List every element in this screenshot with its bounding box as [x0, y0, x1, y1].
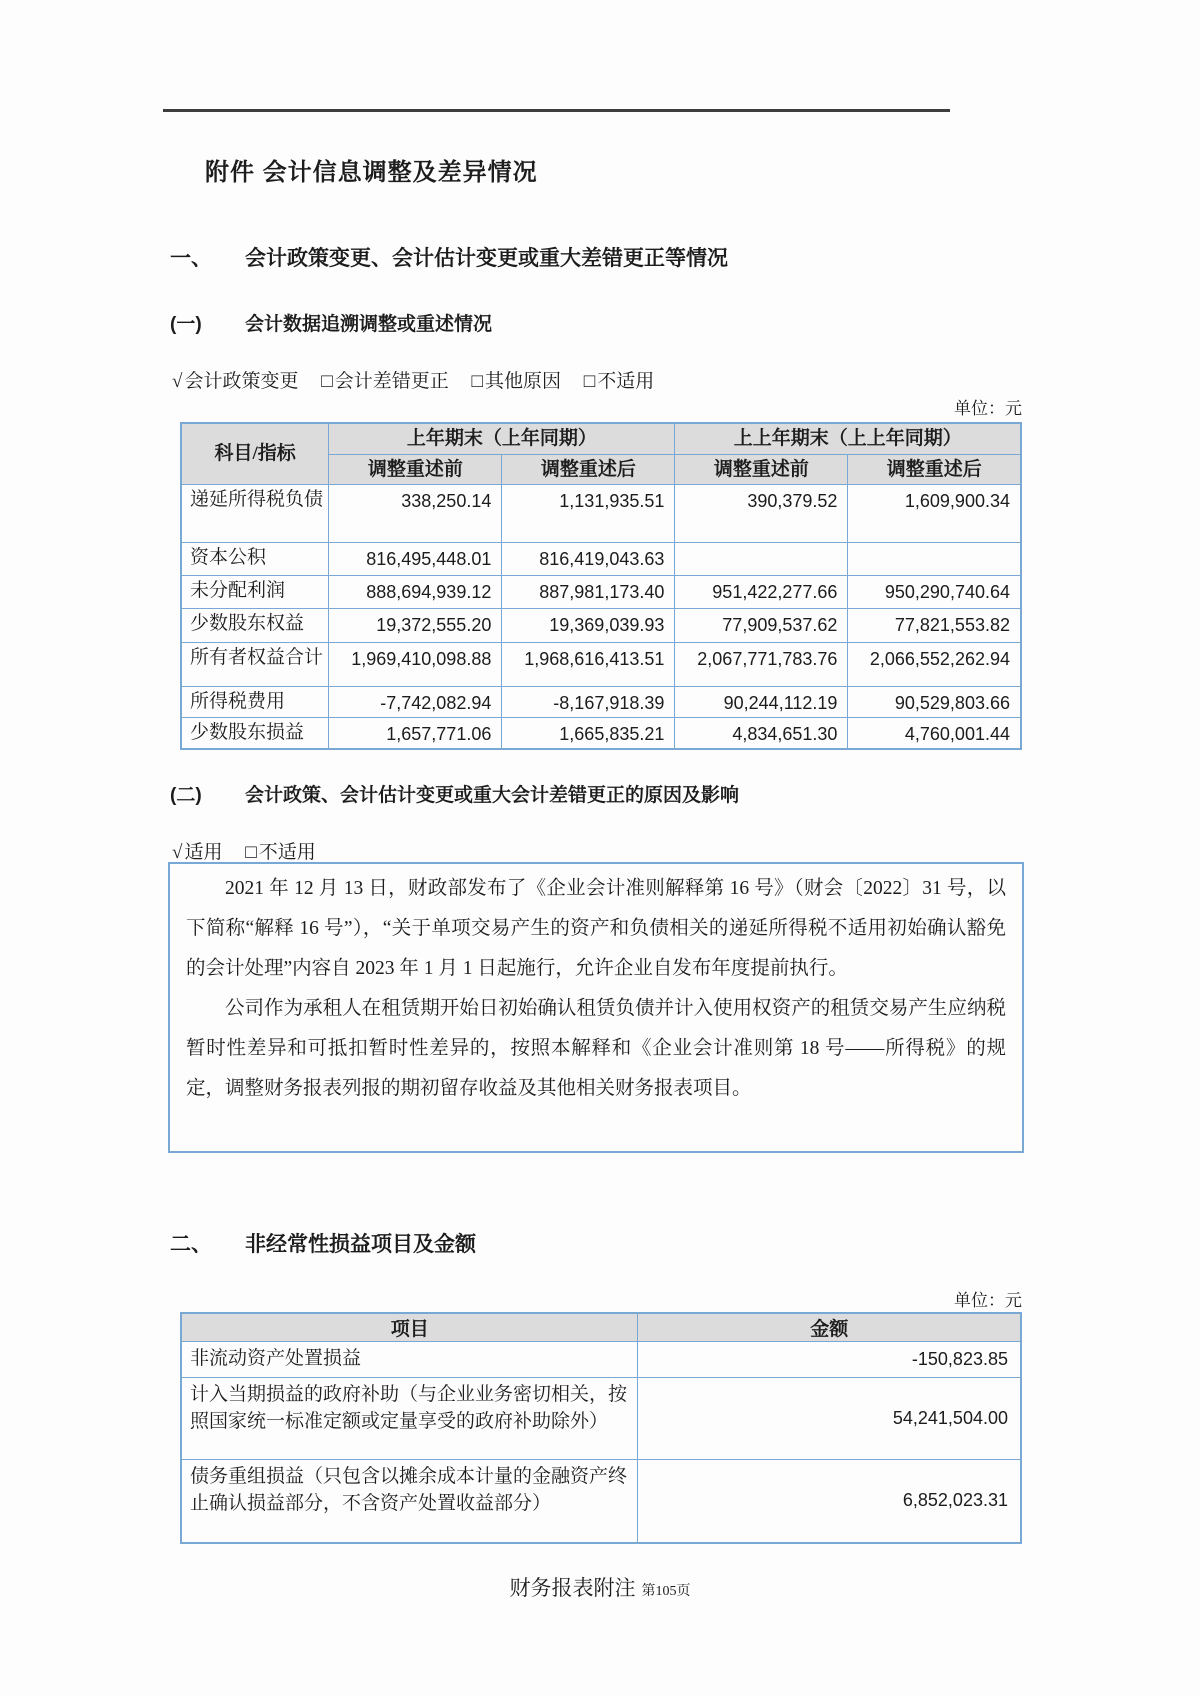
sub-header-before-restatement: 调整重述前 [675, 455, 848, 485]
restatement-table [180, 422, 1022, 750]
checkbox-label: 其他原因 [484, 371, 561, 392]
checkbox-label: 适用 [184, 842, 223, 863]
applicability-checkbox-row [172, 837, 334, 864]
value-cell: 888,694,939.12 [329, 576, 502, 609]
row-label: 资本公积 [181, 543, 329, 576]
section-two-number: 二、 [170, 1233, 212, 1256]
group-header-prior-year: 上年期末（上年同期） [329, 423, 675, 455]
value-cell: 950,290,740.64 [848, 576, 1021, 609]
item-cell: 非流动资产处置损益 [181, 1342, 638, 1378]
empty-checkbox-icon: □ [245, 842, 257, 863]
page-footer [0, 1572, 1200, 1602]
row-label: 所有者权益合计 [181, 643, 329, 687]
table-row [181, 718, 1021, 750]
value-cell: -8,167,918.39 [502, 687, 675, 718]
row-label: 所得税费用 [181, 687, 329, 718]
amount-column-header: 金额 [638, 1313, 1021, 1342]
table-row [181, 609, 1021, 643]
amount-cell: -150,823.85 [638, 1342, 1021, 1378]
table-row [181, 543, 1021, 576]
explanation-text-block [168, 862, 1024, 1153]
value-cell [675, 543, 848, 576]
explanation-paragraph: 公司作为承租人在租赁期开始日初始确认租赁负债并计入使用权资产的租赁交易产生应纳税暂时性差异和可抵扣暂时性差异的，按照本解释和《企业会计准则第 18 号——所得税》的规定，调整财务报表列报的期初留存收益及其他相关财务报表项目。 [186, 998, 1006, 1099]
subsection-one-number: (一) [170, 314, 202, 335]
sub-header-before-restatement: 调整重述前 [329, 455, 502, 485]
table-row [181, 1378, 1021, 1460]
sub-header-after-restatement: 调整重述后 [502, 455, 675, 485]
row-label: 未分配利润 [181, 576, 329, 609]
subsection-two-number: (二) [170, 785, 202, 806]
table-header-row [181, 1313, 1021, 1342]
item-cell: 计入当期损益的政府补助（与企业业务密切相关，按照国家统一标准定额或定量享受的政府补助除外） [181, 1378, 638, 1460]
unit-label: 单位：元 [954, 399, 1022, 418]
value-cell: 77,909,537.62 [675, 609, 848, 643]
value-cell: 1,968,616,413.51 [502, 643, 675, 687]
table-row [181, 643, 1021, 687]
footer-page-number: 第105页 [641, 1584, 691, 1599]
section-one-number: 一、 [170, 247, 212, 270]
empty-checkbox-icon: □ [321, 371, 333, 392]
subsection-one-heading [170, 309, 1030, 336]
unit-label: 单位：元 [954, 1291, 1022, 1310]
page-title: 附件 会计信息调整及差异情况 [205, 159, 538, 186]
checkbox-label: 不适用 [597, 371, 655, 392]
value-cell: 816,495,448.01 [329, 543, 502, 576]
value-cell: 90,244,112.19 [675, 687, 848, 718]
value-cell: 90,529,803.66 [848, 687, 1021, 718]
section-two-heading [170, 1228, 1030, 1258]
value-cell: 4,760,001.44 [848, 718, 1021, 750]
value-cell: 390,379.52 [675, 485, 848, 543]
change-type-checkbox-row [172, 366, 672, 393]
checkmark-icon: √ [172, 371, 183, 392]
section-one-title: 会计政策变更、会计估计变更或重大差错更正等情况 [245, 247, 728, 270]
value-cell: 338,250.14 [329, 485, 502, 543]
checkmark-icon: √ [172, 842, 183, 863]
table-group-header-row [181, 423, 1021, 455]
explanation-paragraph: 2021 年 12 月 13 日，财政部发布了《企业会计准则解释第 16 号》（财会〔2022〕31 号，以下简称“解释 16 号”），“关于单项交易产生的资产和负债相关的递延所得税不适用初始确认豁免的会计处理”内容自 2023 年 1 月 1 日起施行，允许企业自发布年度提前执行。 [186, 878, 1006, 979]
row-label: 少数股东损益 [181, 718, 329, 750]
checkbox-label: 会计差错更正 [334, 371, 449, 392]
checkbox-other-reason [471, 371, 561, 392]
value-cell: 816,419,043.63 [502, 543, 675, 576]
value-cell: -7,742,082.94 [329, 687, 502, 718]
value-cell: 951,422,277.66 [675, 576, 848, 609]
amount-cell: 6,852,023.31 [638, 1460, 1021, 1543]
page-header-rule [163, 109, 950, 112]
subsection-one-title: 会计数据追溯调整或重述情况 [245, 314, 493, 335]
checkbox-label: 不适用 [258, 842, 316, 863]
corner-header-cell: 科目/指标 [181, 423, 329, 485]
value-cell: 1,969,410,098.88 [329, 643, 502, 687]
footer-label: 财务报表附注 [509, 1576, 636, 1600]
checkbox-error-correction [321, 371, 449, 392]
checkbox-not-applicable [245, 842, 316, 863]
value-cell: 19,369,039.93 [502, 609, 675, 643]
non-recurring-items-table [180, 1312, 1022, 1544]
table-row [181, 1342, 1021, 1378]
subsection-two-title: 会计政策、会计估计变更或重大会计差错更正的原因及影响 [245, 785, 740, 806]
empty-checkbox-icon: □ [583, 371, 596, 392]
value-cell: 19,372,555.20 [329, 609, 502, 643]
section-two-title: 非经常性损益项目及金额 [245, 1233, 476, 1256]
table-row [181, 576, 1021, 609]
row-label: 少数股东权益 [181, 609, 329, 643]
value-cell: 4,834,651.30 [675, 718, 848, 750]
checkbox-applicable [172, 842, 222, 863]
value-cell: 2,066,552,262.94 [848, 643, 1021, 687]
value-cell: 1,609,900.34 [848, 485, 1021, 543]
checkbox-accounting-policy-change [172, 371, 298, 392]
table-row [181, 485, 1021, 543]
checkbox-label: 会计政策变更 [184, 371, 299, 392]
table-row [181, 1460, 1021, 1543]
value-cell: 1,657,771.06 [329, 718, 502, 750]
value-cell [848, 543, 1021, 576]
item-column-header: 项目 [181, 1313, 638, 1342]
group-header-year-before-prior: 上上年期末（上上年同期） [675, 423, 1021, 455]
value-cell: 1,665,835.21 [502, 718, 675, 750]
section-one-heading [170, 242, 1030, 272]
value-cell: 1,131,935.51 [502, 485, 675, 543]
empty-checkbox-icon: □ [471, 371, 483, 392]
value-cell: 2,067,771,783.76 [675, 643, 848, 687]
table-row [181, 687, 1021, 718]
value-cell: 77,821,553.82 [848, 609, 1021, 643]
sub-header-after-restatement: 调整重述后 [848, 455, 1021, 485]
value-cell: 887,981,173.40 [502, 576, 675, 609]
amount-cell: 54,241,504.00 [638, 1378, 1021, 1460]
checkbox-not-applicable [584, 371, 655, 392]
subsection-two-heading [170, 780, 1030, 807]
item-cell: 债务重组损益（只包含以摊余成本计量的金融资产终止确认损益部分，不含资产处置收益部分） [181, 1460, 638, 1543]
row-label: 递延所得税负债 [181, 485, 329, 543]
